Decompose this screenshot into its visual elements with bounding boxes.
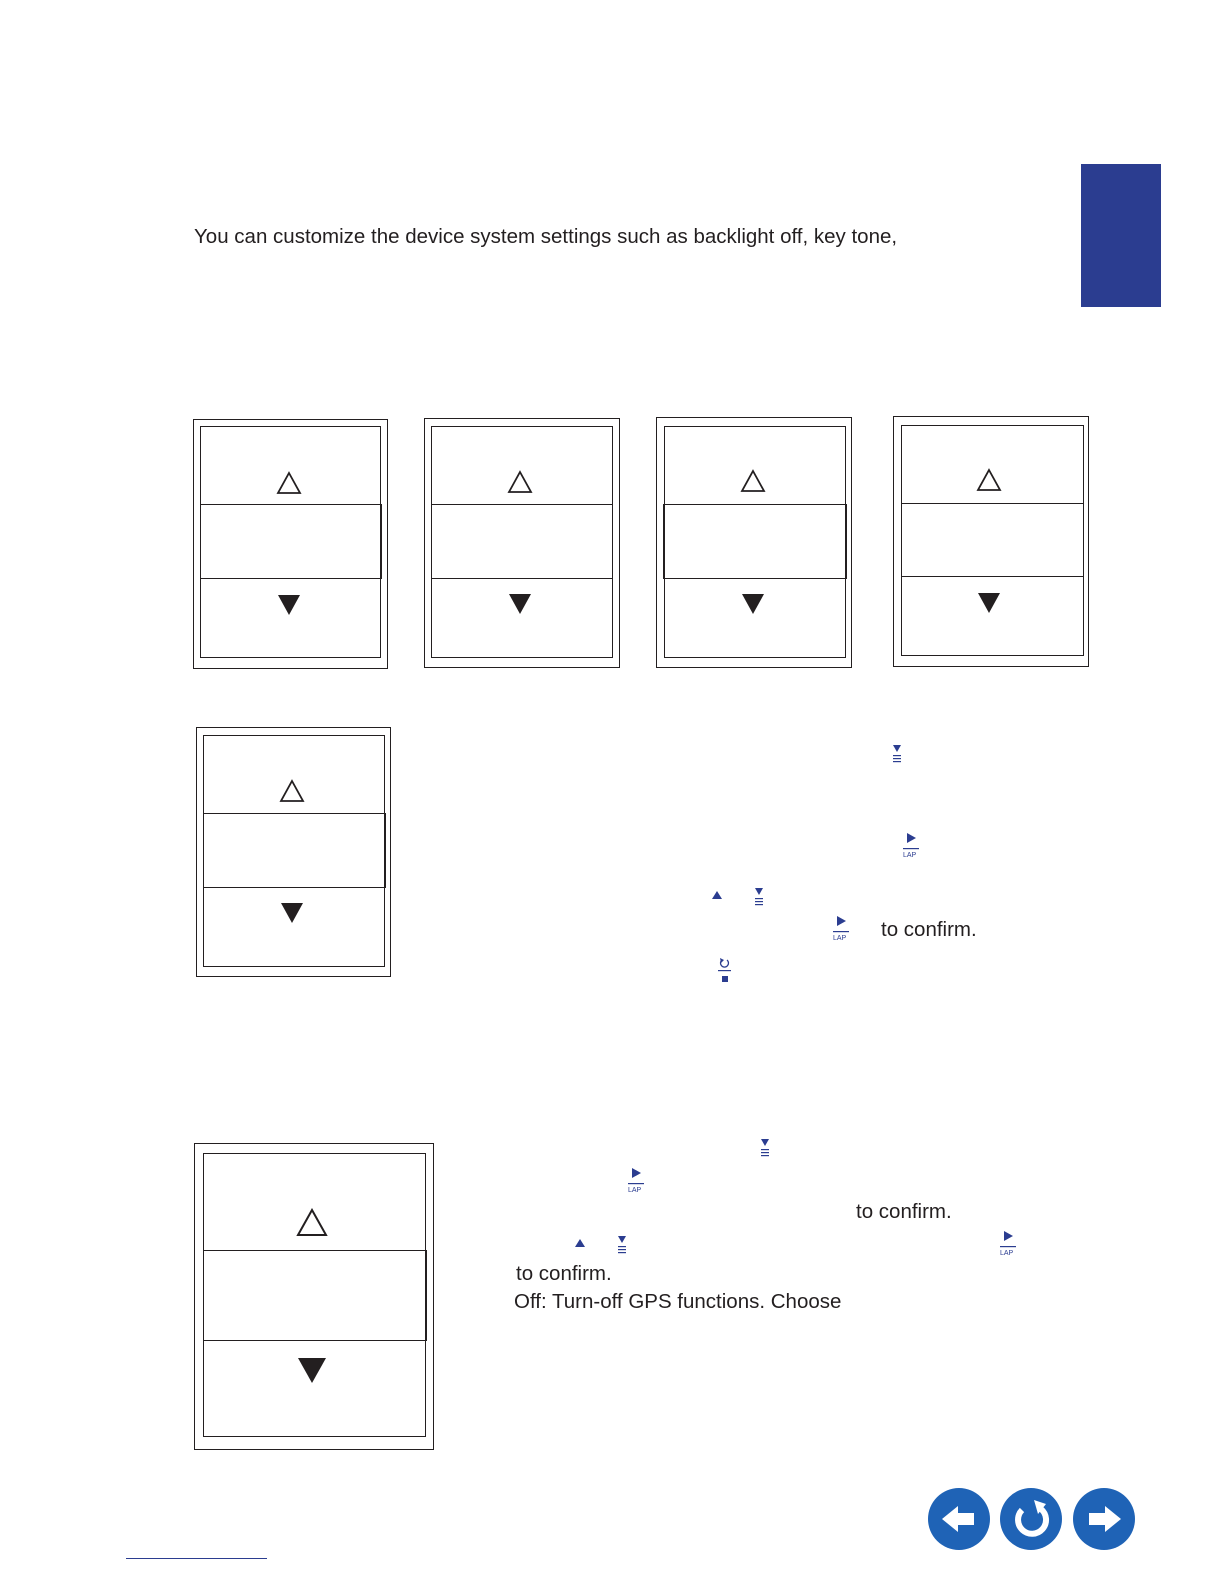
- arrow-right-icon: [1073, 1488, 1135, 1550]
- gps-off-text: Off: Turn-off GPS functions. Choose: [514, 1290, 842, 1313]
- up-arrow-icon: [276, 471, 302, 495]
- refresh-icon: [1000, 1488, 1062, 1550]
- up-arrow-icon: [296, 1208, 328, 1237]
- next-page-button[interactable]: [1073, 1488, 1135, 1550]
- lap-icon: [626, 1166, 648, 1198]
- down-arrow-icon: [740, 592, 766, 616]
- previous-page-button[interactable]: [928, 1488, 990, 1550]
- up-arrow-icon: [976, 468, 1002, 492]
- lap-icon: [901, 831, 923, 863]
- confirm-text: to confirm.: [516, 1262, 612, 1285]
- up-arrow-icon: [507, 470, 533, 494]
- down-arrow-icon: [507, 592, 533, 616]
- device-screen-5: [196, 727, 391, 977]
- back-stop-icon: [716, 956, 734, 986]
- device-screen-gps: [194, 1143, 434, 1450]
- up-icon: [573, 1237, 591, 1261]
- down-menu-icon: [757, 1137, 775, 1161]
- intro-text: You can customize the device system settings such as backlight off, key tone,: [194, 225, 898, 248]
- down-arrow-icon: [976, 591, 1002, 615]
- down-arrow-icon: [296, 1356, 328, 1385]
- up-arrow-icon: [740, 469, 766, 493]
- confirm-text: to confirm.: [856, 1200, 952, 1223]
- device-screen-3: [656, 417, 852, 668]
- lap-label: LAP: [1000, 1250, 1014, 1257]
- down-menu-icon: [614, 1234, 632, 1258]
- arrow-left-icon: [928, 1488, 990, 1550]
- device-screen-2: [424, 418, 620, 668]
- lap-label: LAP: [628, 1187, 642, 1194]
- section-tab: [1081, 164, 1161, 307]
- up-arrow-icon: [279, 779, 305, 803]
- return-button[interactable]: [1000, 1488, 1062, 1550]
- down-arrow-icon: [276, 593, 302, 617]
- device-screen-1: [193, 419, 388, 669]
- lap-label: LAP: [833, 935, 847, 942]
- lap-label: LAP: [903, 852, 917, 859]
- device-screen-4: [893, 416, 1089, 667]
- lap-icon: [831, 914, 853, 946]
- confirm-text: to confirm.: [881, 918, 977, 941]
- up-icon: [710, 889, 728, 913]
- down-arrow-icon: [279, 901, 305, 925]
- down-menu-icon: [751, 886, 769, 910]
- down-menu-icon: [889, 743, 907, 767]
- footer-link-underline: [126, 1558, 267, 1559]
- lap-icon: [998, 1229, 1020, 1261]
